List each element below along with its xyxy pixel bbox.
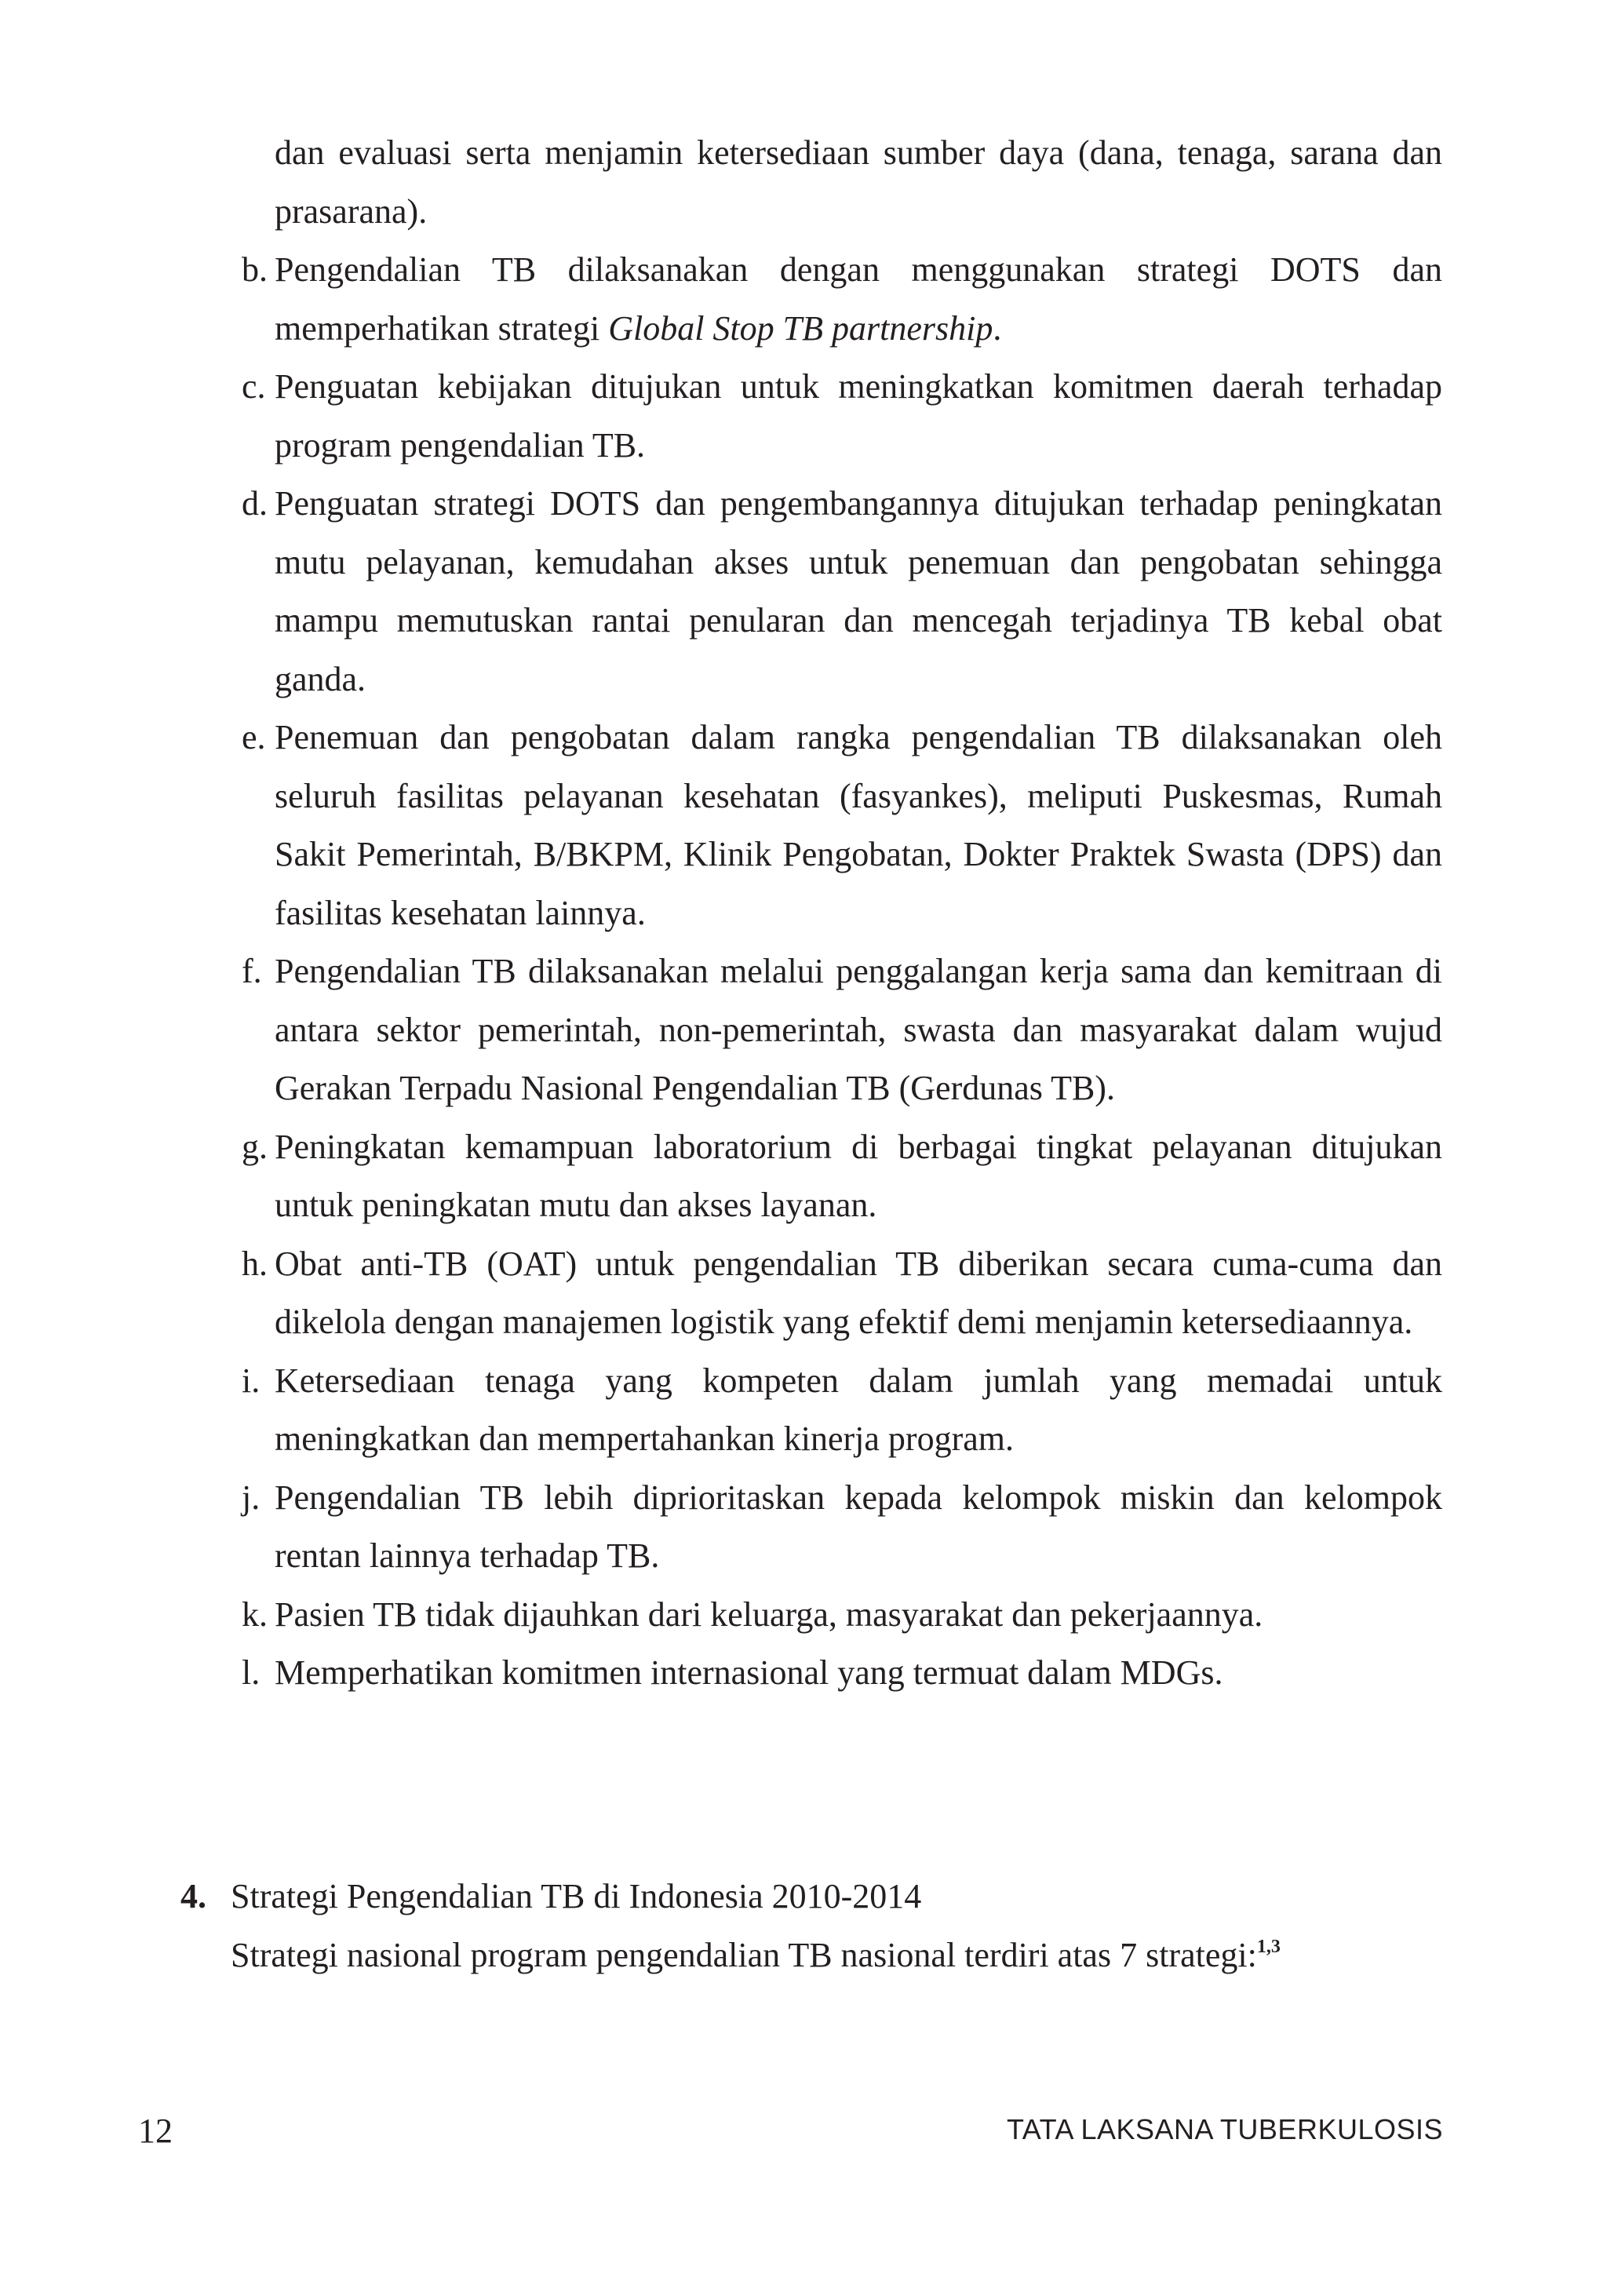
list-marker: j.	[242, 1478, 261, 1517]
list-item-text: Penguatan strategi DOTS dan pengembangannya ditujukan terhadap peningkatan mutu pelayanan, kemudahan akses untuk penemuan dan pengobatan sehingga mampu memutuskan rantai penularan dan mencegah terjadinya TB kebal obat ganda.	[275, 484, 1442, 698]
list-marker: l.	[242, 1653, 261, 1692]
list-marker: k.	[242, 1594, 268, 1634]
list-item-c	[196, 358, 1442, 475]
list-item-text: Penemuan dan pengobatan dalam rangka pengendalian TB dilaksanakan oleh seluruh fasilitas pelayanan kesehatan (fasyankes), meliputi Puskesmas, Rumah Sakit Pemerintah, B/BKPM, Klinik Pengobatan, Dokter Praktek Swasta (DPS) dan fasilitas kesehatan lainnya.	[275, 718, 1442, 932]
section-number: 4.	[180, 1877, 206, 1915]
list-item-j	[196, 1469, 1442, 1586]
list-marker: g.	[242, 1127, 268, 1166]
list-item-h	[196, 1235, 1442, 1352]
list-marker: c.	[242, 367, 266, 406]
list-marker: i.	[242, 1361, 261, 1400]
list-marker: f.	[242, 952, 262, 990]
list-item-text: Pengendalian TB dilaksanakan dengan menggunakan strategi DOTS dan memperhatikan strategi Global Stop TB partnership.	[275, 250, 1442, 348]
list-marker: b.	[242, 250, 268, 289]
list-item-b	[196, 241, 1442, 358]
list-item-text: Memperhatikan komitmen internasional yang termuat dalam MDGs.	[275, 1653, 1223, 1692]
intro-continuation: dan evaluasi serta menjamin ketersediaan sumber daya (dana, tenaga, sarana dan prasarana).	[275, 133, 1442, 231]
list-item-e	[196, 709, 1442, 942]
section-title: Strategi Pengendalian TB di Indonesia 2010-2014	[231, 1877, 922, 1915]
section-4	[180, 1868, 1442, 1984]
list-item-text: Penguatan kebijakan ditujukan untuk meningkatkan komitmen daerah terhadap program pengendalian TB.	[275, 367, 1442, 465]
page-number: 12	[138, 2112, 173, 2150]
list-item-f	[196, 942, 1442, 1118]
reference-superscript: 1,3	[1256, 1936, 1281, 1957]
running-title: TATA LAKSANA TUBERKULOSIS	[1006, 2113, 1443, 2145]
list-item-text: Pengendalian TB lebih diprioritaskan kepada kelompok miskin dan kelompok rentan lainnya terhadap TB.	[275, 1478, 1442, 1575]
list-marker: d.	[242, 484, 268, 523]
list-item-g	[196, 1118, 1442, 1235]
policy-list	[196, 124, 1442, 1703]
list-item-text: Peningkatan kemampuan laboratorium di berbagai tingkat pelayanan ditujukan untuk peningkatan mutu dan akses layanan.	[275, 1127, 1442, 1224]
list-marker: e.	[242, 718, 266, 756]
list-item-i	[196, 1352, 1442, 1469]
list-marker: h.	[242, 1244, 268, 1283]
list-item-text: Pengendalian TB dilaksanakan melalui penggalangan kerja sama dan kemitraan di antara sektor pemerintah, non-pemerintah, swasta dan masyarakat dalam wujud Gerakan Terpadu Nasional Pengendalian TB (Gerdunas TB).	[275, 952, 1442, 1107]
section-subtitle: Strategi nasional program pengendalian TB nasional terdiri atas 7 strategi:$^{1,3}$	[231, 1935, 1281, 1974]
list-item-k	[196, 1586, 1442, 1645]
list-item-text: Ketersediaan tenaga yang kompeten dalam jumlah yang memadai untuk meningkatkan dan mempertahankan kinerja program.	[275, 1361, 1442, 1458]
italic-term: Global Stop TB partnership	[608, 308, 993, 348]
list-item-text: Obat anti-TB (OAT) untuk pengendalian TB diberikan secara cuma-cuma dan dikelola dengan manajemen logistik yang efektif demi menjamin ketersediaannya.	[275, 1244, 1442, 1341]
list-item-text: Pasien TB tidak dijauhkan dari keluarga, masyarakat dan pekerjaannya.	[275, 1594, 1263, 1634]
list-item-d	[196, 475, 1442, 709]
list-item-l	[196, 1644, 1442, 1703]
